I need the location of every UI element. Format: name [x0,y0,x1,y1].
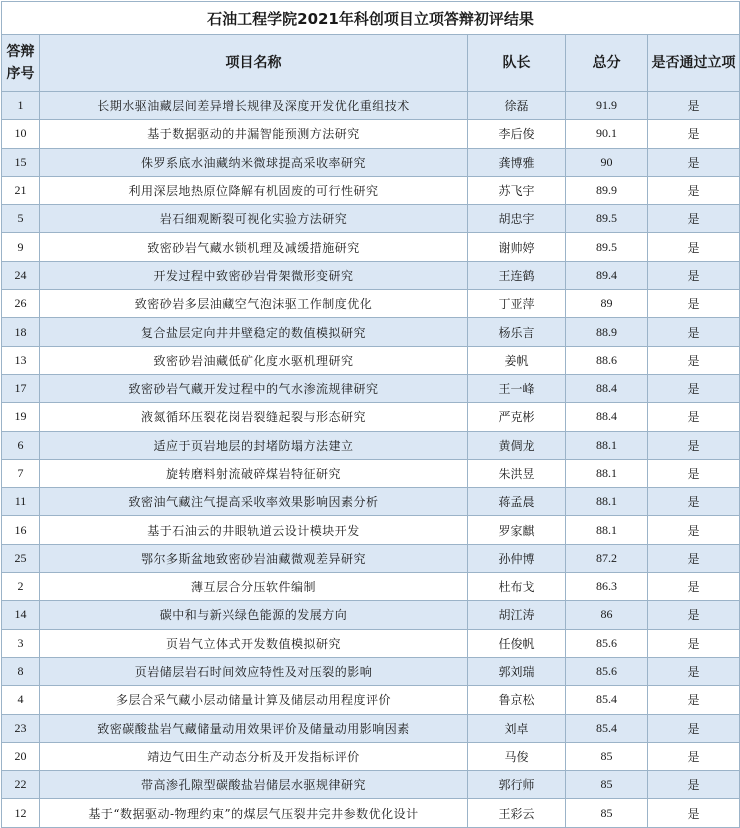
cell-pass: 是 [648,403,740,431]
cell-score: 89.9 [566,176,648,204]
cell-project-name: 致密砂岩油藏低矿化度水驱机理研究 [40,346,468,374]
cell-seq: 21 [2,176,40,204]
table-row [2,290,740,318]
table-row [2,799,740,827]
table-row [2,92,740,120]
cell-pass: 是 [648,374,740,402]
table-row [2,573,740,601]
cell-seq: 16 [2,516,40,544]
cell-pass: 是 [648,176,740,204]
cell-seq: 14 [2,601,40,629]
cell-leader: 朱洪昱 [468,459,566,487]
table-row [2,205,740,233]
cell-score: 85.6 [566,629,648,657]
header-pass: 是否通过立项 [648,35,740,92]
cell-score: 88.1 [566,431,648,459]
cell-pass: 是 [648,459,740,487]
cell-project-name: 致密砂岩多层油藏空气泡沫驱工作制度优化 [40,290,468,318]
cell-project-name: 液氮循环压裂花岗岩裂缝起裂与形态研究 [40,403,468,431]
cell-score: 89 [566,290,648,318]
cell-project-name: 页岩气立体式开发数值模拟研究 [40,629,468,657]
cell-project-name: 致密碳酸盐岩气藏储量动用效果评价及储量动用影响因素 [40,714,468,742]
table-row [2,686,740,714]
header-seq: 答辩序号 [2,35,40,92]
cell-leader: 刘卓 [468,714,566,742]
cell-leader: 黄倜龙 [468,431,566,459]
cell-seq: 15 [2,148,40,176]
header-name: 项目名称 [40,35,468,92]
table-row [2,601,740,629]
cell-score: 86 [566,601,648,629]
cell-project-name: 基于“数据驱动-物理约束”的煤层气压裂井完井参数优化设计 [40,799,468,827]
table-row [2,403,740,431]
cell-leader: 杜布戈 [468,573,566,601]
cell-seq: 24 [2,261,40,289]
table-row [2,629,740,657]
cell-score: 85 [566,799,648,827]
cell-seq: 23 [2,714,40,742]
table-row [2,544,740,572]
cell-project-name: 页岩储层岩石时间效应特性及对压裂的影响 [40,657,468,685]
cell-project-name: 旋转磨料射流破碎煤岩特征研究 [40,459,468,487]
cell-leader: 杨乐言 [468,318,566,346]
cell-score: 88.4 [566,374,648,402]
results-sheet [1,1,739,823]
cell-leader: 郭行师 [468,771,566,799]
page-title: 石油工程学院2021年科创项目立项答辩初评结果 [2,2,740,35]
header-score: 总分 [566,35,648,92]
cell-score: 91.9 [566,92,648,120]
cell-pass: 是 [648,657,740,685]
cell-seq: 7 [2,459,40,487]
cell-pass: 是 [648,629,740,657]
cell-pass: 是 [648,742,740,770]
cell-score: 88.9 [566,318,648,346]
cell-pass: 是 [648,573,740,601]
table-row [2,742,740,770]
cell-seq: 1 [2,92,40,120]
table-row [2,233,740,261]
cell-project-name: 基于石油云的井眼轨道云设计模块开发 [40,516,468,544]
cell-leader: 郭刘瑞 [468,657,566,685]
cell-project-name: 靖边气田生产动态分析及开发指标评价 [40,742,468,770]
cell-seq: 12 [2,799,40,827]
cell-score: 85 [566,742,648,770]
cell-leader: 龚博雅 [468,148,566,176]
cell-seq: 6 [2,431,40,459]
cell-score: 89.4 [566,261,648,289]
cell-score: 90.1 [566,120,648,148]
cell-leader: 王彩云 [468,799,566,827]
cell-score: 85 [566,771,648,799]
cell-project-name: 薄互层合分压软件编制 [40,573,468,601]
cell-pass: 是 [648,346,740,374]
cell-pass: 是 [648,431,740,459]
cell-pass: 是 [648,318,740,346]
cell-project-name: 致密砂岩气藏开发过程中的气水渗流规律研究 [40,374,468,402]
cell-pass: 是 [648,120,740,148]
cell-project-name: 利用深层地热原位降解有机固废的可行性研究 [40,176,468,204]
cell-project-name: 适应于页岩地层的封堵防塌方法建立 [40,431,468,459]
cell-seq: 18 [2,318,40,346]
table-row [2,148,740,176]
cell-pass: 是 [648,205,740,233]
cell-project-name: 多层合采气藏小层动储量计算及储层动用程度评价 [40,686,468,714]
cell-pass: 是 [648,714,740,742]
cell-pass: 是 [648,544,740,572]
cell-project-name: 鄂尔多斯盆地致密砂岩油藏微观差异研究 [40,544,468,572]
cell-project-name: 长期水驱油藏层间差异增长规律及深度开发优化重组技术 [40,92,468,120]
cell-leader: 马俊 [468,742,566,770]
cell-pass: 是 [648,488,740,516]
cell-project-name: 碳中和与新兴绿色能源的发展方向 [40,601,468,629]
cell-score: 85.6 [566,657,648,685]
cell-score: 88.6 [566,346,648,374]
cell-pass: 是 [648,516,740,544]
cell-seq: 19 [2,403,40,431]
table-row [2,516,740,544]
cell-seq: 9 [2,233,40,261]
cell-score: 86.3 [566,573,648,601]
cell-pass: 是 [648,601,740,629]
cell-leader: 王一峰 [468,374,566,402]
cell-seq: 2 [2,573,40,601]
cell-score: 85.4 [566,686,648,714]
table-row [2,176,740,204]
cell-leader: 胡忠宇 [468,205,566,233]
cell-seq: 8 [2,657,40,685]
cell-pass: 是 [648,92,740,120]
table-row [2,459,740,487]
table-row [2,346,740,374]
cell-leader: 谢帅婷 [468,233,566,261]
cell-project-name: 带高渗孔隙型碳酸盐岩储层水驱规律研究 [40,771,468,799]
cell-leader: 任俊帆 [468,629,566,657]
cell-leader: 鲁京松 [468,686,566,714]
cell-leader: 丁亚萍 [468,290,566,318]
cell-seq: 22 [2,771,40,799]
cell-leader: 胡江涛 [468,601,566,629]
cell-seq: 5 [2,205,40,233]
cell-seq: 10 [2,120,40,148]
cell-seq: 11 [2,488,40,516]
table-row [2,488,740,516]
cell-leader: 李后俊 [468,120,566,148]
cell-leader: 蒋孟晨 [468,488,566,516]
cell-score: 89.5 [566,233,648,261]
table-row [2,374,740,402]
cell-project-name: 岩石细观断裂可视化实验方法研究 [40,205,468,233]
cell-seq: 4 [2,686,40,714]
cell-project-name: 致密砂岩气藏水锁机理及减缓措施研究 [40,233,468,261]
cell-pass: 是 [648,290,740,318]
cell-pass: 是 [648,233,740,261]
table-row [2,714,740,742]
table-row [2,771,740,799]
cell-project-name: 开发过程中致密砂岩骨架微形变研究 [40,261,468,289]
cell-pass: 是 [648,261,740,289]
cell-seq: 17 [2,374,40,402]
cell-pass: 是 [648,799,740,827]
cell-score: 88.1 [566,516,648,544]
cell-project-name: 侏罗系底水油藏纳米微球提高采收率研究 [40,148,468,176]
cell-leader: 孙仲博 [468,544,566,572]
cell-project-name: 基于数据驱动的井漏智能预测方法研究 [40,120,468,148]
cell-score: 87.2 [566,544,648,572]
cell-seq: 20 [2,742,40,770]
cell-leader: 罗家麒 [468,516,566,544]
table-row [2,261,740,289]
table-row [2,431,740,459]
cell-leader: 王连鹤 [468,261,566,289]
cell-leader: 严克彬 [468,403,566,431]
cell-score: 89.5 [566,205,648,233]
cell-leader: 徐磊 [468,92,566,120]
cell-seq: 26 [2,290,40,318]
results-table [1,1,740,828]
table-body [2,92,740,828]
cell-pass: 是 [648,771,740,799]
cell-project-name: 复合盐层定向井井壁稳定的数值模拟研究 [40,318,468,346]
cell-pass: 是 [648,148,740,176]
header-leader: 队长 [468,35,566,92]
cell-seq: 25 [2,544,40,572]
table-row [2,318,740,346]
cell-score: 85.4 [566,714,648,742]
table-row [2,657,740,685]
cell-score: 90 [566,148,648,176]
cell-score: 88.4 [566,403,648,431]
cell-leader: 姜帆 [468,346,566,374]
cell-seq: 3 [2,629,40,657]
table-row [2,120,740,148]
cell-project-name: 致密油气藏注气提高采收率效果影响因素分析 [40,488,468,516]
cell-pass: 是 [648,686,740,714]
cell-seq: 13 [2,346,40,374]
cell-score: 88.1 [566,488,648,516]
cell-score: 88.1 [566,459,648,487]
cell-leader: 苏飞宇 [468,176,566,204]
